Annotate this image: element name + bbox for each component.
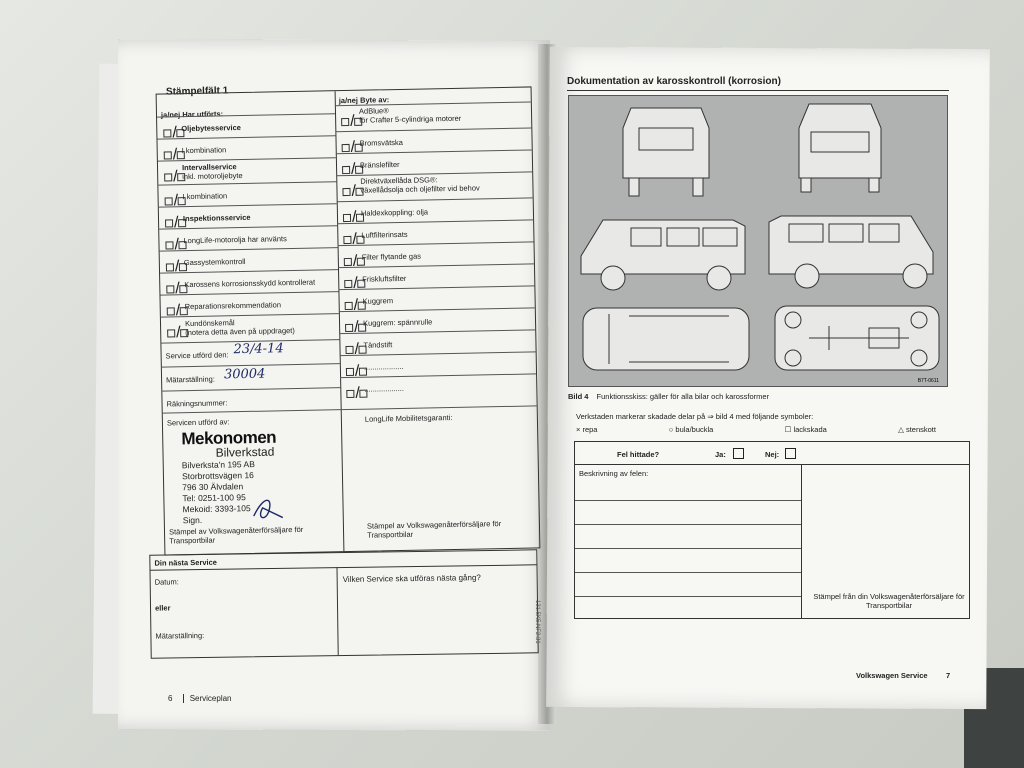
performed-by-label: Servicen utförd av: bbox=[166, 417, 230, 428]
left-footer bbox=[168, 694, 232, 703]
right-page-number: 7 bbox=[946, 671, 951, 680]
done-item-label: Gassystemkontroll bbox=[183, 256, 246, 268]
description-line bbox=[575, 548, 801, 549]
left-page-number: 6 bbox=[168, 694, 173, 703]
yes-no-checkboxes[interactable]: / bbox=[343, 209, 366, 227]
yes-no-checkboxes[interactable]: / bbox=[344, 275, 367, 293]
yes-no-checkboxes[interactable]: / bbox=[165, 214, 188, 232]
yes-no-checkboxes[interactable]: / bbox=[164, 192, 187, 210]
yes-no-checkboxes[interactable]: / bbox=[163, 124, 186, 142]
invoice-label: Räkningsnummer: bbox=[166, 398, 228, 409]
col2-header: ja/nej Byte av: bbox=[338, 95, 390, 106]
done-item-label: I kombination bbox=[182, 191, 228, 202]
sketch-code: B7T-0611 bbox=[917, 378, 939, 384]
stamp-line: Tel: 0251-100 95 bbox=[182, 492, 246, 504]
yes-no-checkboxes[interactable]: / bbox=[167, 324, 190, 342]
damage-symbols bbox=[576, 425, 936, 434]
replace-item-label: Friskluftsfilter bbox=[362, 273, 407, 284]
damage-table bbox=[574, 441, 970, 619]
spine-code: 131.5K5.NF2.31 bbox=[534, 600, 540, 644]
service-date-handwritten: 23/4-14 bbox=[233, 341, 284, 358]
replace-item-row bbox=[340, 373, 536, 400]
replace-item-label: Direktväxellåda DSG®: växellådsolja och oljefilter vid behov bbox=[360, 175, 480, 195]
description-line bbox=[575, 500, 801, 501]
symbol-dent: ○ bula/buckla bbox=[668, 425, 714, 434]
replace-item-label: Tändstift bbox=[363, 340, 393, 350]
yes-checkbox[interactable] bbox=[733, 448, 744, 459]
stamp-line: Bilverksta'n 195 AB bbox=[181, 459, 255, 471]
stamp-caption-left: Stämpel av Volkswagenåterförsäljare för Transportbilar bbox=[168, 524, 304, 546]
done-item-label: Oljebytesservice bbox=[181, 123, 241, 134]
replace-item-label: Kuggrem: spännrulle bbox=[362, 317, 433, 328]
yes-no-checkboxes[interactable]: / bbox=[166, 258, 189, 276]
replace-item-label: Luftfilterinsats bbox=[361, 229, 408, 240]
replace-item-label: AdBlue® för Crafter 5-cylindriga motorer bbox=[358, 106, 462, 125]
replace-item-label: ................... bbox=[364, 383, 404, 394]
next-service-title: Din nästa Service bbox=[154, 557, 217, 568]
stamp-field-title: Stämpelfält 1 bbox=[165, 85, 229, 98]
stamp-logo: Mekonomen bbox=[181, 427, 277, 449]
replace-item-label: Haldexkoppling: olja bbox=[360, 207, 429, 218]
next-date-label: Datum: bbox=[154, 577, 179, 587]
service-date-label: Service utförd den: bbox=[165, 350, 229, 361]
description-label: Beskrivning av felen: bbox=[579, 469, 649, 478]
body-check-title: Dokumentation av karosskontroll (korrosion) bbox=[567, 76, 781, 87]
workshop-stamp bbox=[181, 427, 333, 526]
yes-no-checkboxes[interactable]: / bbox=[342, 139, 365, 157]
done-item-label: Kundönskemål (notera detta även på uppdraget) bbox=[184, 318, 295, 338]
yes-label: Ja: bbox=[715, 450, 726, 459]
caption-text: Funktionsskiss: gäller för alla bilar och karossformer bbox=[596, 392, 770, 401]
signature-scribble bbox=[248, 493, 289, 524]
replace-item-label: Bromsvätska bbox=[359, 137, 404, 148]
replace-item-label: Kuggrem bbox=[362, 296, 394, 306]
next-service-box bbox=[149, 549, 538, 658]
yes-no-checkboxes[interactable]: / bbox=[342, 161, 365, 179]
vehicle-sketch-drawing bbox=[569, 96, 947, 386]
stamp-line: 796 30 Älvdalen bbox=[182, 481, 244, 493]
symbol-stone-chip: △ stenskott bbox=[898, 425, 936, 434]
left-footer-label: Serviceplan bbox=[183, 694, 232, 703]
description-line bbox=[575, 596, 801, 597]
symbol-paint-damage: ☐ lackskada bbox=[784, 425, 827, 434]
yes-no-checkboxes[interactable]: / bbox=[166, 280, 189, 298]
stamp-caption-right: Stämpel av Volkswagenåterförsäljare för Transportbilar bbox=[366, 519, 502, 540]
sketch-caption bbox=[568, 392, 769, 401]
yes-no-checkboxes[interactable]: / bbox=[346, 385, 369, 403]
description-line bbox=[575, 524, 801, 525]
odometer-label: Mätarställning: bbox=[166, 374, 215, 385]
longlife-label: LongLife Mobilitetsgaranti: bbox=[364, 413, 453, 424]
done-item-label: Karossens korrosionsskydd kontrollerat bbox=[184, 277, 316, 290]
yes-no-checkboxes[interactable]: / bbox=[341, 113, 364, 131]
service-date-row bbox=[161, 339, 339, 365]
yes-no-checkboxes[interactable]: / bbox=[345, 319, 368, 337]
next-odometer-label: Mätarställning: bbox=[155, 630, 205, 641]
yes-no-checkboxes[interactable]: / bbox=[164, 168, 187, 186]
col1-header: ja/nej Har utförts: bbox=[160, 109, 224, 120]
next-service-header bbox=[150, 550, 536, 570]
damage-separator bbox=[801, 464, 802, 618]
odometer-handwritten: 30004 bbox=[223, 366, 266, 383]
no-checkbox[interactable] bbox=[785, 448, 796, 459]
title-rule bbox=[567, 90, 949, 91]
yes-no-checkboxes[interactable]: / bbox=[342, 183, 365, 201]
found-label: Fel hittade? bbox=[617, 450, 660, 459]
right-footer-label: Volkswagen Service bbox=[856, 671, 928, 680]
replace-item-label: ................... bbox=[363, 361, 404, 372]
longlife-cell bbox=[341, 405, 540, 550]
done-item-label: I kombination bbox=[181, 145, 227, 156]
odometer-row bbox=[162, 363, 340, 389]
description-line bbox=[575, 572, 801, 573]
done-item-row bbox=[161, 313, 339, 341]
yes-no-checkboxes[interactable]: / bbox=[343, 231, 366, 249]
yes-no-checkboxes[interactable]: / bbox=[345, 341, 368, 359]
done-item-label: Reparationsrekommendation bbox=[184, 300, 282, 312]
damage-instruction: Verkstaden markerar skadade delar på ⇒ bild 4 med följande symboler: bbox=[576, 412, 814, 421]
done-item-label: LongLife-motorolja har använts bbox=[183, 234, 287, 246]
replace-item-label: Bränslefilter bbox=[359, 159, 400, 170]
next-or-label: eller bbox=[154, 603, 171, 613]
next-service-separator bbox=[336, 567, 338, 655]
stamp-line: Mekoid: 3393-105 bbox=[182, 503, 251, 515]
vehicle-sketch bbox=[568, 95, 948, 387]
symbol-scratch: × repa bbox=[576, 425, 598, 434]
yes-no-checkboxes[interactable]: / bbox=[344, 253, 367, 271]
yes-no-checkboxes[interactable]: / bbox=[164, 146, 187, 164]
yes-no-checkboxes[interactable]: / bbox=[165, 236, 188, 254]
done-item-label: Inspektionsservice bbox=[182, 212, 251, 224]
caption-label: Bild 4 bbox=[568, 392, 589, 401]
stamp-line: Storbrottsvägen 16 bbox=[181, 470, 254, 482]
damage-header bbox=[575, 442, 969, 465]
dealer-stamp-caption: Stämpel från din Volkswagenåterförsäljare för Transportbilar bbox=[813, 592, 965, 610]
stamp-line: Sign. bbox=[182, 514, 203, 526]
replace-item-label: Filter flytande gas bbox=[361, 251, 422, 262]
van-top-view bbox=[583, 308, 749, 370]
yes-no-checkboxes[interactable]: / bbox=[167, 302, 190, 320]
stamp-subtitle: Bilverkstad bbox=[215, 444, 275, 460]
yes-no-checkboxes[interactable]: / bbox=[345, 297, 368, 315]
next-which-label: Vilken Service ska utföras nästa gång? bbox=[342, 573, 481, 585]
done-item-label: Intervallservice inkl. motoroljebyte bbox=[181, 162, 243, 182]
yes-no-checkboxes[interactable]: / bbox=[346, 363, 369, 381]
no-label: Nej: bbox=[765, 450, 780, 459]
